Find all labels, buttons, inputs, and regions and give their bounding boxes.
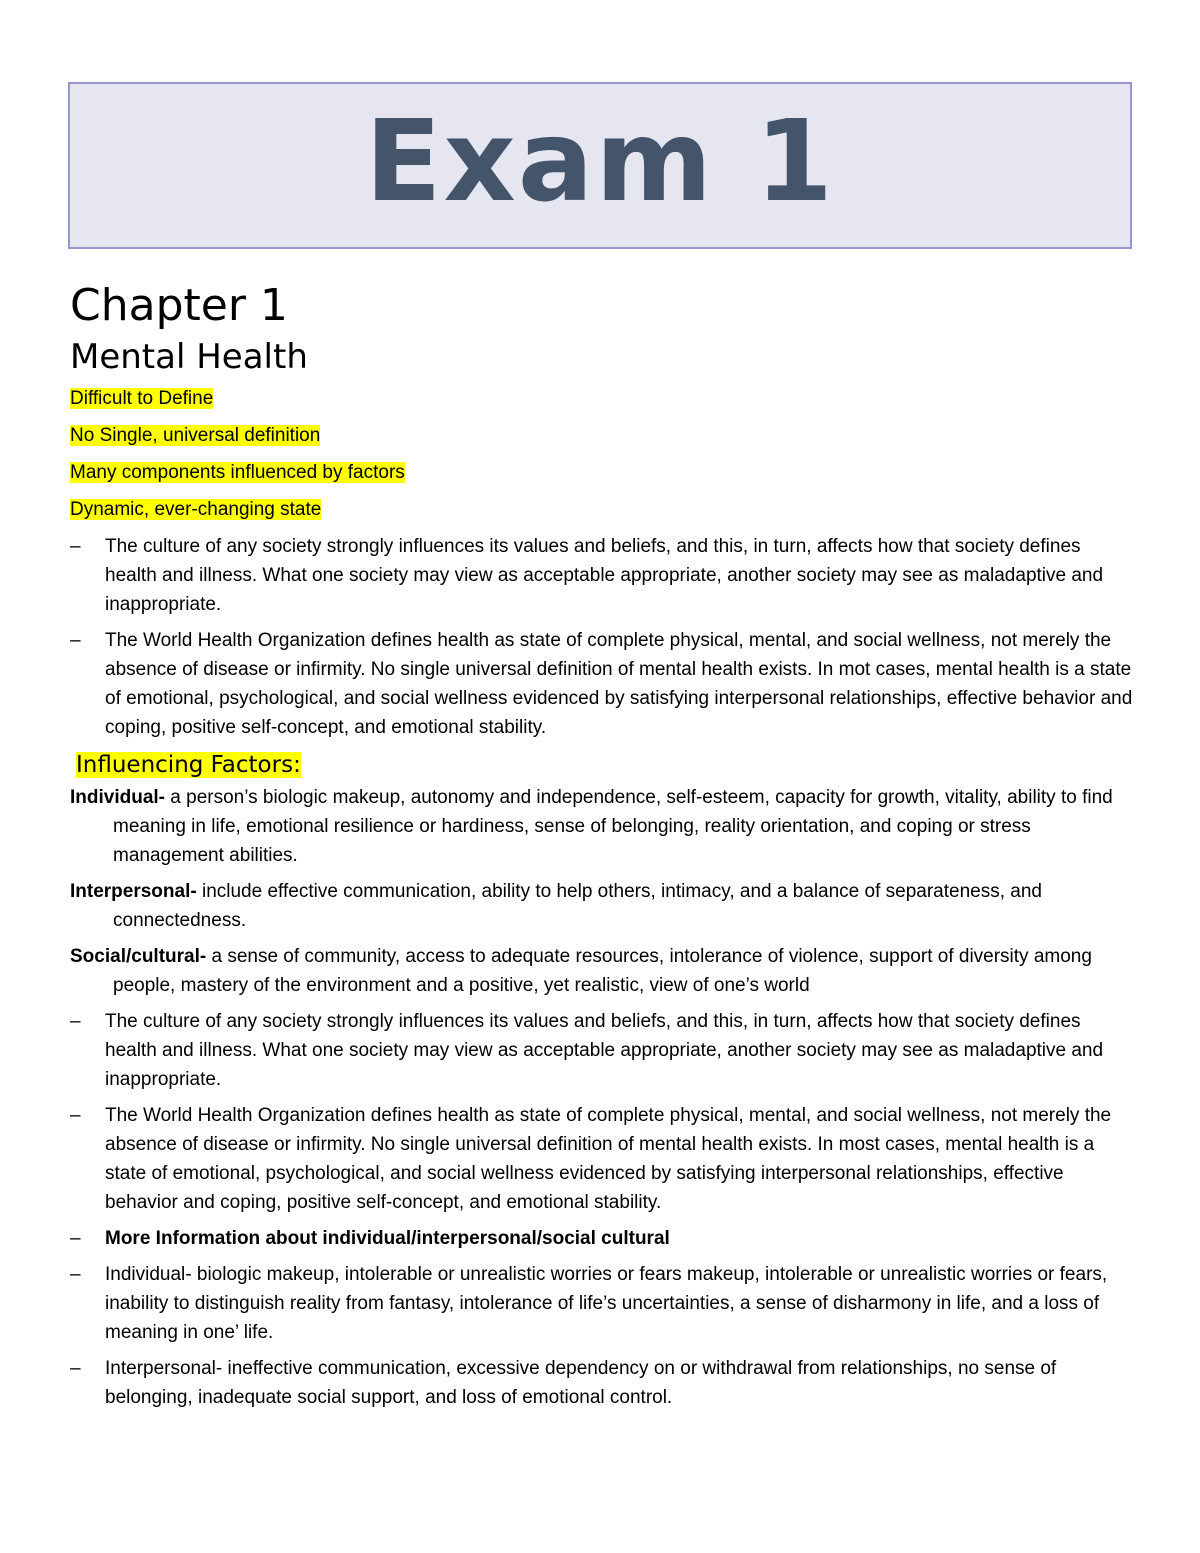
highlighted-point bbox=[70, 458, 1135, 487]
bullet-item bbox=[70, 532, 1135, 619]
factors-heading-text: Influencing Factors: bbox=[76, 752, 301, 778]
highlighted-text: Dynamic, ever-changing state bbox=[70, 499, 322, 520]
bullet-text: The culture of any society strongly influences its values and beliefs, and this, in turn, affects how that society defines health and illness. What one society may view as acceptable appropriate, another society may see as maladaptive and inappropriate. bbox=[105, 536, 1104, 615]
dash-bullet: – bbox=[70, 1228, 81, 1249]
highlighted-text: Many components influenced by factors bbox=[70, 462, 405, 483]
factor-label: Interpersonal- bbox=[70, 881, 197, 902]
bullet-item bbox=[70, 1007, 1135, 1094]
highlighted-text: Difficult to Define bbox=[70, 388, 214, 409]
bullet-item bbox=[70, 1224, 1135, 1253]
dash-bullet: – bbox=[70, 1011, 81, 1032]
dash-bullet: – bbox=[70, 1264, 81, 1285]
document-title: Exam 1 bbox=[365, 96, 835, 227]
dash-bullet: – bbox=[70, 536, 81, 557]
section-heading: Mental Health bbox=[70, 337, 308, 377]
dash-bullet: – bbox=[70, 1105, 81, 1126]
factor-item bbox=[70, 877, 1135, 935]
dash-bullet: – bbox=[70, 630, 81, 651]
factor-item bbox=[70, 942, 1135, 1000]
highlighted-point bbox=[70, 421, 1135, 450]
highlighted-point bbox=[70, 495, 1135, 524]
bullet-item bbox=[70, 626, 1135, 742]
chapter-heading: Chapter 1 bbox=[70, 280, 288, 331]
bullet-text: Individual- biologic makeup, intolerable or unrealistic worries or fears makeup, intolerable or unrealistic worries or fears, inability to distinguish reality from fantasy, intolerance of life’s uncertainties, a sense of disharmony in life, and a loss of meaning in one’ life. bbox=[105, 1264, 1108, 1343]
factor-text: a person’s biologic makeup, autonomy and independence, self-esteem, capacity for growth, vitality, ability to find meaning in life, emotional resilience or hardiness, sense of belonging, reality orientation, and coping or stress management abilities. bbox=[113, 787, 1113, 866]
factor-label: Social/cultural- bbox=[70, 946, 207, 967]
highlighted-text: No Single, universal definition bbox=[70, 425, 321, 446]
factors-heading bbox=[76, 749, 1135, 781]
title-box bbox=[68, 82, 1132, 249]
bullet-text: Interpersonal- ineffective communication, excessive dependency on or withdrawal from relationships, no sense of belonging, inadequate social support, and loss of emotional control. bbox=[105, 1358, 1057, 1408]
bullet-item bbox=[70, 1354, 1135, 1412]
bullet-text: The World Health Organization defines health as state of complete physical, mental, and social wellness, not merely the absence of disease or infirmity. No single universal definition of mental health exists. In most cases, mental health is a state of emotional, psychological, and social wellness evidenced by satisfying interpersonal relationships, effective behavior and coping, positive self-concept, and emotional stability. bbox=[105, 1105, 1112, 1213]
highlighted-point bbox=[70, 384, 1135, 413]
bullet-text: The World Health Organization defines health as state of complete physical, mental, and social wellness, not merely the absence of disease or infirmity. No single universal definition of mental health exists. In mot cases, mental health is a state of emotional, psychological, and social wellness evidenced by satisfying interpersonal relationships, effective behavior and coping, positive self-concept, and emotional stability. bbox=[105, 630, 1133, 738]
bullet-item bbox=[70, 1260, 1135, 1347]
factor-item bbox=[70, 783, 1135, 870]
bullet-text-bold: More Information about individual/interpersonal/social cultural bbox=[105, 1228, 670, 1249]
dash-bullet: – bbox=[70, 1358, 81, 1379]
factor-text: include effective communication, ability to help others, intimacy, and a balance of separateness, and connectedness. bbox=[113, 881, 1042, 931]
factor-label: Individual- bbox=[70, 787, 165, 808]
bullet-item bbox=[70, 1101, 1135, 1217]
document-body bbox=[70, 278, 1135, 1419]
factor-text: a sense of community, access to adequate resources, intolerance of violence, support of diversity among people, mastery of the environment and a positive, yet realistic, view of one’s world bbox=[113, 946, 1092, 996]
bullet-text: The culture of any society strongly influences its values and beliefs, and this, in turn, affects how that society defines health and illness. What one society may view as acceptable appropriate, another society may see as maladaptive and inappropriate. bbox=[105, 1011, 1104, 1090]
